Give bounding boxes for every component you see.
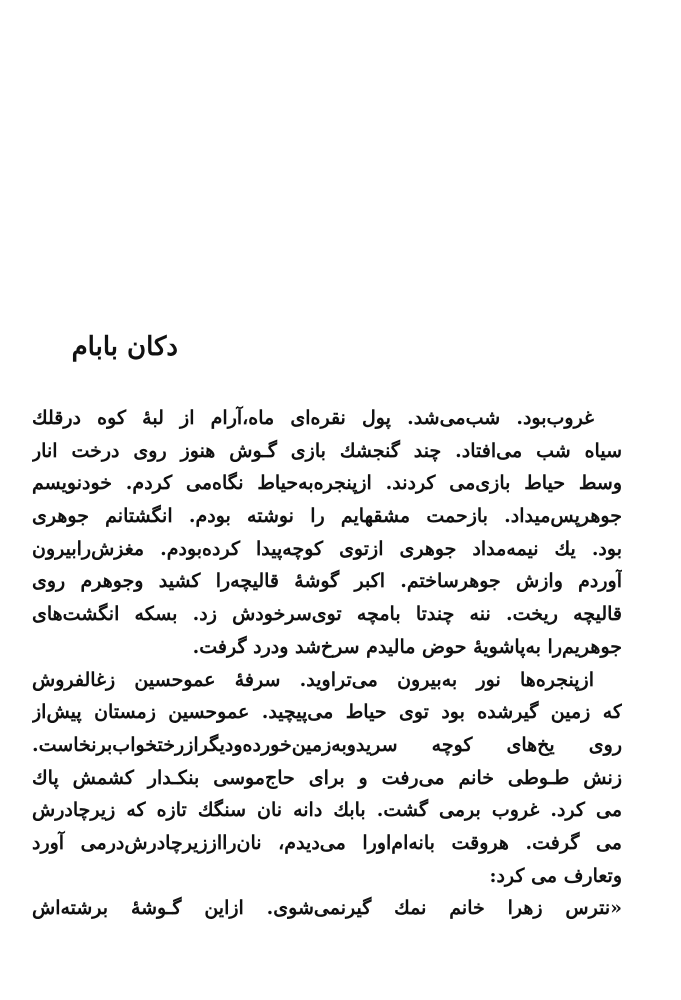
- text-line: می گرفت. هروقت بانه‌ام‌اورا می‌دیدم، نان‌رااززیرچادرش‌درمی آورد: [32, 831, 622, 854]
- text-line: آوردم وازش جوهرساختم. اکبر گوشهٔ قالیچه‌را کشید وجوهرم روی: [32, 570, 622, 593]
- text-line: وسط حیاط بازی‌می کردند. ازپنجره‌به‌حیاط نگاه‌می کردم. خودنویسم: [32, 472, 622, 495]
- text-line: غروب‌بود. شب‌می‌شد. پول نقره‌ای ماه،آرام از لبهٔ کوه درقلك: [32, 407, 594, 429]
- text-line: «نترس زهرا خانم نمك گیرنمی‌شوی. ازاین گـوشهٔ برشته‌اش: [32, 897, 622, 920]
- chapter-title: دکان بابام: [71, 332, 178, 362]
- text-line: ازپنجره‌ها نور به‌بیرون می‌تراوید. سرفهٔ عموحسین زغالفروش: [32, 668, 594, 691]
- text-line: روی یخ‌های کوچه سریدوبه‌زمین‌خورده‌ودیگرازرختخواب‌برنخاست.: [32, 733, 622, 756]
- text-line: جوهریم‌را به‌پاشویهٔ حوض مالیدم سرخ‌شد ودرد گرفت.: [192, 635, 622, 658]
- text-line: زنش طـوطی خانم می‌رفت و برای حاج‌موسی بنکـدار کشمش پاك: [32, 766, 622, 789]
- chapter-body: [32, 402, 622, 925]
- text-line: قالیچه ریخت. ننه چندتا بامچه توی‌سرخودش زد. بسکه انگشت‌های: [32, 603, 622, 626]
- text-line: سیاه شب می‌افتاد. چند گنجشك بازی گـوش هنوز روی درخت انار: [32, 439, 622, 462]
- text-line: که زمین گیرشده بود توی حیاط می‌پیچید. عموحسین زمستان پیش‌از: [32, 701, 622, 724]
- text-line: بود. یك نیمه‌مداد جوهری ازتوی کوچه‌پیدا کرده‌بودم. مغزش‌رابیرون: [32, 537, 622, 560]
- text-line: می کرد. غروب برمی گشت. بابك دانه نان سنگك تازه که زیرچادرش: [32, 799, 622, 822]
- text-line: وتعارف می کرد:: [489, 864, 622, 887]
- text-line: جوهرپس‌میداد. بازحمت مشقهایم را نوشته بودم. انگشتانم جوهری: [32, 505, 622, 528]
